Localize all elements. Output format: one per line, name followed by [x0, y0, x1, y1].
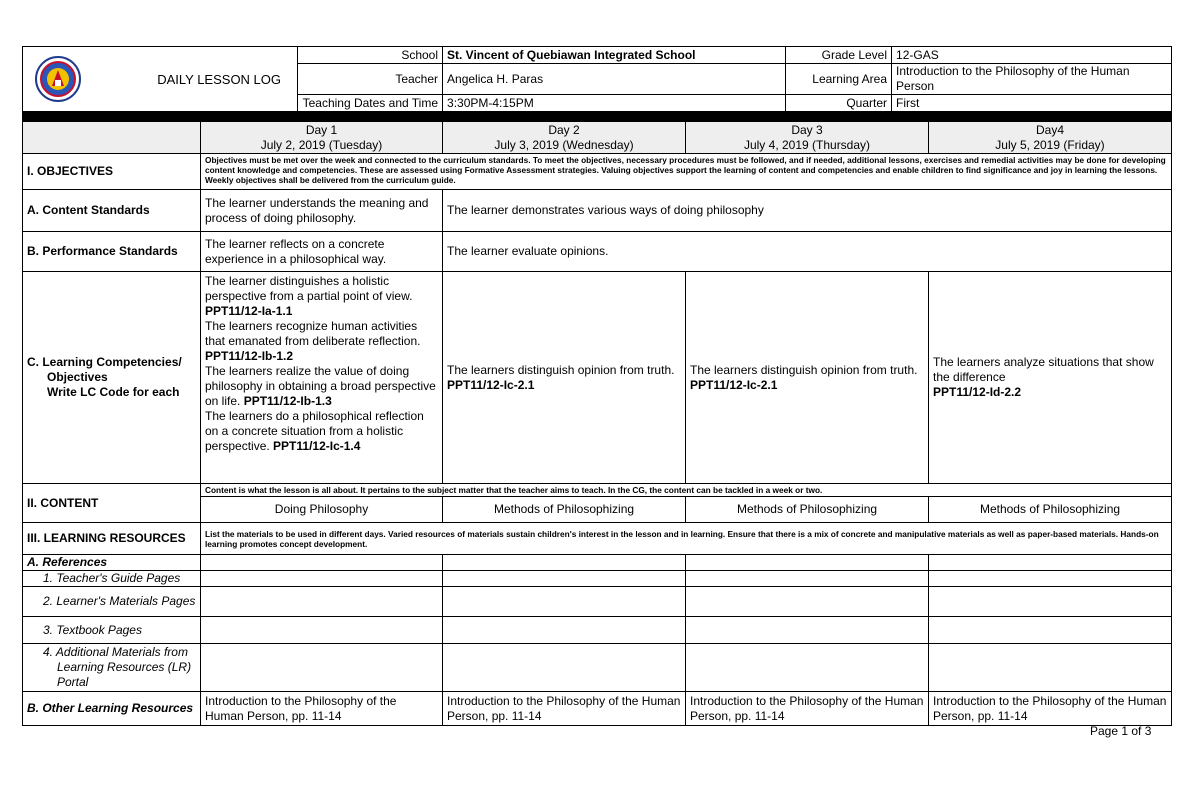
competency-day2-text: The learners distinguish opinion from truth.: [447, 362, 675, 377]
day-1-name: Day 1: [305, 122, 338, 137]
content-label: II. CONTENT: [23, 484, 201, 523]
competency-1-text: The learner distinguishes a holistic perspective from a partial point of view.: [205, 274, 413, 303]
daily-lesson-log-sheet: [22, 46, 1171, 726]
content-standards-row: [23, 190, 1172, 232]
competencies-label-3: Write LC Code for each: [47, 385, 180, 399]
textbook-day4: [929, 617, 1172, 644]
competency-4-code: PPT11/12-Ic-1.4: [273, 439, 361, 453]
competency-day4-text: The learners analyze situations that show the difference: [933, 355, 1154, 384]
competency-3-text: The learners realize the value of doing philosophy in obtaining a broad perspective on life.: [205, 364, 436, 408]
other-resources-day3: Introduction to the Philosophy of the Human Person, pp. 11-14: [686, 692, 929, 726]
content-day4: Methods of Philosophizing: [929, 497, 1172, 523]
day-2-date: July 3, 2019 (Wednesday): [494, 137, 634, 152]
references-day4: [929, 555, 1172, 571]
references-row: [23, 555, 1172, 571]
grade-level-label: Grade Level: [786, 47, 892, 64]
day-1-header: [201, 122, 443, 154]
competencies-label: [23, 272, 201, 484]
references-day2: [443, 555, 686, 571]
competencies-day1: [201, 272, 443, 484]
other-resources-day1: Introduction to the Philosophy of the Human Person, pp. 11-14: [201, 692, 443, 726]
day-2-name: Day 2: [548, 122, 580, 137]
learning-resources-row: [23, 523, 1172, 555]
competencies-day3: [686, 272, 929, 484]
performance-standards-label: B. Performance Standards: [23, 232, 201, 272]
textbook-day2: [443, 617, 686, 644]
other-resources-day4: Introduction to the Philosophy of the Human Person, pp. 11-14: [929, 692, 1172, 726]
page-number: Page 1 of 3: [1090, 724, 1152, 738]
teachers-guide-day4: [929, 571, 1172, 587]
teacher-label: Teacher: [298, 64, 443, 95]
content-day2: Methods of Philosophizing: [443, 497, 686, 523]
learning-resources-note: List the materials to be used in different days. Varied resources of materials sustain children's interest in the lesson and in learning. Ensure that there is a mix of concrete and manipulative materials as well as paper-based materials. Hands-on learning promotes concept development.: [201, 523, 1172, 555]
performance-standards-day2-4: The learner evaluate opinions.: [443, 232, 1172, 272]
references-day1: [201, 555, 443, 571]
day-4-name: Day4: [1035, 122, 1064, 137]
content-day1: Doing Philosophy: [201, 497, 443, 523]
objectives-note: Objectives must be met over the week and connected to the curriculum standards. To meet the objectives, necessary procedures must be followed, and if needed, additional lessons, exercises and remedial activities may be done for developing content knowledge and competencies. These are assessed using Formative Assessment strategies. Valuing objectives support the learning of content and competencies and enable children to find significance and joy in learning the lessons. Weekly objectives shall be delivered from the curriculum guide.: [201, 154, 1172, 190]
grade-level-value: 12-GAS: [892, 47, 1172, 64]
header-row-school: [23, 47, 1172, 64]
day-4-date: July 5, 2019 (Friday): [995, 137, 1105, 152]
day-2-header: [443, 122, 686, 154]
day-3-name: Day 3: [791, 122, 823, 137]
other-resources-row: [23, 692, 1172, 726]
competency-day3-text: The learners distinguish opinion from truth.: [690, 362, 918, 377]
textbook-row: [23, 617, 1172, 644]
teachers-guide-day1: [201, 571, 443, 587]
content-note-row: [23, 484, 1172, 497]
lesson-log-table: [22, 46, 1172, 121]
additional-materials-day3: [686, 644, 929, 692]
textbook-day3: [686, 617, 929, 644]
competencies-label-1: C. Learning Competencies/: [27, 355, 182, 369]
textbook-label: 3. Textbook Pages: [23, 617, 201, 644]
day-4-header: [929, 122, 1172, 154]
learners-materials-label: 2. Learner's Materials Pages: [23, 587, 201, 617]
additional-materials-day2: [443, 644, 686, 692]
learners-materials-day4: [929, 587, 1172, 617]
day-header-blank: [23, 122, 201, 154]
competencies-row: [23, 272, 1172, 484]
learners-materials-day3: [686, 587, 929, 617]
teaching-dates-label: Teaching Dates and Time: [298, 95, 443, 112]
other-resources-label: B. Other Learning Resources: [23, 692, 201, 726]
lesson-body-table: [22, 121, 1172, 726]
additional-materials-day1: [201, 644, 443, 692]
references-day3: [686, 555, 929, 571]
teachers-guide-label: 1. Teacher's Guide Pages: [23, 571, 201, 587]
teachers-guide-day2: [443, 571, 686, 587]
day-header-row: [23, 122, 1172, 154]
content-standards-day2-4: The learner demonstrates various ways of doing philosophy: [443, 190, 1172, 232]
day-3-date: July 4, 2019 (Thursday): [743, 137, 871, 152]
content-standards-label: A. Content Standards: [23, 190, 201, 232]
teacher-value: Angelica H. Paras: [443, 64, 786, 95]
additional-materials-label-3: Portal: [57, 675, 89, 689]
learning-area-label: Learning Area: [786, 64, 892, 95]
additional-materials-label-1: 4. Additional Materials from: [43, 645, 188, 659]
competency-4-text: The learners do a philosophical reflection on a concrete situation from a holistic perspective.: [205, 409, 424, 453]
performance-standards-row: [23, 232, 1172, 272]
learners-materials-day1: [201, 587, 443, 617]
competency-day3-code: PPT11/12-Ic-2.1: [690, 377, 778, 392]
competency-2-text: The learners recognize human activities that emanated from deliberate reflection.: [205, 319, 421, 348]
additional-materials-label-2: Learning Resources (LR): [57, 660, 192, 674]
content-note: Content is what the lesson is all about. It pertains to the subject matter that the teacher aims to teach. In the CG, the content can be tackled in a week or two.: [201, 484, 1172, 497]
competency-3-code: PPT11/12-Ib-1.3: [243, 394, 332, 408]
textbook-day1: [201, 617, 443, 644]
teaching-dates-value: 3:30PM-4:15PM: [443, 95, 786, 112]
references-label: A. References: [23, 555, 201, 571]
school-value: St. Vincent of Quebiawan Integrated School: [443, 47, 786, 64]
school-seal-icon: [33, 56, 83, 102]
additional-materials-day4: [929, 644, 1172, 692]
other-resources-day2: Introduction to the Philosophy of the Human Person, pp. 11-14: [443, 692, 686, 726]
competency-day2-code: PPT11/12-Ic-2.1: [447, 377, 535, 392]
day-3-header: [686, 122, 929, 154]
competency-day4-code: PPT11/12-Id-2.2: [933, 385, 1022, 399]
competency-1-code: PPT11/12-Ia-1.1: [205, 304, 293, 318]
additional-materials-row: [23, 644, 1172, 692]
competency-2-code: PPT11/12-Ib-1.2: [205, 349, 294, 363]
learners-materials-day2: [443, 587, 686, 617]
teachers-guide-row: [23, 571, 1172, 587]
header-logo-title-cell: [23, 47, 298, 112]
objectives-label: I. OBJECTIVES: [23, 154, 201, 190]
performance-standards-day1: The learner reflects on a concrete experience in a philosophical way.: [201, 232, 443, 272]
learning-area-value: Introduction to the Philosophy of the Human Person: [892, 64, 1172, 95]
additional-materials-label: [23, 644, 201, 692]
separator-bar: [23, 112, 1172, 121]
learners-materials-row: [23, 587, 1172, 617]
content-day3: Methods of Philosophizing: [686, 497, 929, 523]
learning-resources-label: III. LEARNING RESOURCES: [23, 523, 201, 555]
day-1-date: July 2, 2019 (Tuesday): [260, 137, 383, 152]
content-standards-day1: The learner understands the meaning and process of doing philosophy.: [201, 190, 443, 232]
competencies-day2: [443, 272, 686, 484]
school-label: School: [298, 47, 443, 64]
document-title: DAILY LESSON LOG: [157, 71, 282, 87]
quarter-value: First: [892, 95, 1172, 112]
objectives-row: [23, 154, 1172, 190]
competencies-label-2: Objectives: [47, 370, 108, 384]
quarter-label: Quarter: [786, 95, 892, 112]
teachers-guide-day3: [686, 571, 929, 587]
competencies-day4: [929, 272, 1172, 484]
